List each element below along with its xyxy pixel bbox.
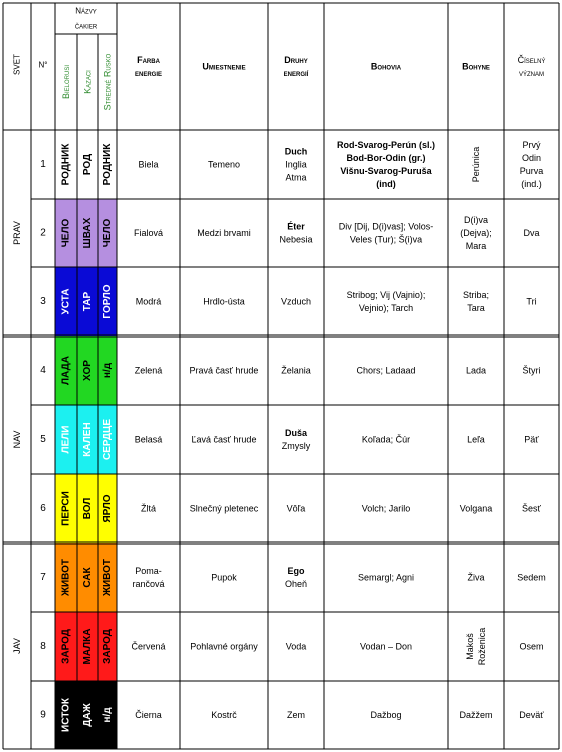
bohovia-cell: Rod-Svarog-Perún (sl.) <box>336 140 436 150</box>
chakra-name: ШВАХ <box>82 217 93 249</box>
chakra-name: УСТА <box>60 288 72 315</box>
farba-cell: Zelená <box>134 365 163 376</box>
header-ciselny: Číselný <box>517 55 546 65</box>
umiestnenie-cell: Hrdlo-ústa <box>203 296 245 307</box>
vyznam-cell: Purva <box>519 166 544 176</box>
world-label: PRAV <box>12 221 22 245</box>
row-number: 8 <box>40 641 46 652</box>
row-number: 9 <box>40 709 46 721</box>
chakra-name: ЯРЛО <box>102 494 113 523</box>
vyznam-cell: Tri <box>526 296 537 307</box>
druhy-cell: Zmysly <box>281 441 311 451</box>
bohyne-cell: Mara <box>465 241 487 251</box>
header-number: N° <box>38 60 48 70</box>
farba-cell: Žltá <box>140 503 157 514</box>
chakra-name: ЖИВОТ <box>102 558 113 597</box>
chakra-name: РОД <box>82 153 93 176</box>
vyznam-cell: Prvý <box>522 140 541 150</box>
chakra-name: ЧЕЛО <box>60 218 72 248</box>
farba-cell: rančová <box>132 579 165 589</box>
chakra-name: МАЛКА <box>82 628 93 665</box>
vyznam-cell: Šesť <box>522 503 541 514</box>
bohovia-cell: Chors; Ladaad <box>356 365 416 376</box>
chakra-name: ЗАРОД <box>60 629 72 664</box>
farba-cell: Čierna <box>135 710 162 720</box>
header-ciselny: význam <box>518 68 545 78</box>
row-number: 4 <box>40 365 46 376</box>
umiestnenie-cell: Pupok <box>211 572 237 583</box>
world-label: NAV <box>12 430 22 449</box>
vyznam-cell: Deväť <box>519 710 544 720</box>
chakra-name: ПЕРСИ <box>60 491 72 526</box>
umiestnenie-cell: Kostrč <box>211 710 237 720</box>
umiestnenie-cell: Ľavá časť hrude <box>191 434 257 445</box>
row-number: 7 <box>40 572 46 583</box>
vyznam-cell: Dva <box>523 228 540 238</box>
vyznam-cell: Sedem <box>517 572 546 583</box>
umiestnenie-cell: Pohlavné orgány <box>190 641 258 652</box>
bohovia-cell: Stribog; Vij (Vajnio); <box>346 290 426 300</box>
bohyne-cell: Striba; <box>462 290 490 300</box>
header-druhy: energií <box>283 68 309 78</box>
header-nazvy: Názvy <box>75 6 97 16</box>
bohyne-cell: Tara <box>467 303 485 313</box>
druhy-cell: Vzduch <box>280 296 312 307</box>
header-druhy: Druhy <box>284 55 308 65</box>
bohyne-cell: Leľa <box>467 434 485 445</box>
chakra-name: н/д <box>102 707 113 723</box>
header-bielorusi: Bielorusi <box>61 64 71 100</box>
chakra-name: РОДНИК <box>102 143 113 186</box>
vyznam-cell: Osem <box>519 641 544 652</box>
row-number: 6 <box>40 503 46 514</box>
chakra-name: ЖИВОТ <box>60 558 72 597</box>
druhy-cell: Inglia <box>285 159 307 170</box>
vyznam-cell: (ind.) <box>521 179 542 189</box>
header-farba: Farba <box>137 55 160 65</box>
bohyne-cell: Dažžem <box>459 710 493 720</box>
bohyne-cell: Makoš <box>465 633 475 660</box>
farba-cell: Poma- <box>135 566 162 576</box>
header-stredne-rusko: Stredné Rusko <box>102 53 113 111</box>
bohovia-cell: Koľada; Čúr <box>361 434 411 445</box>
druhy-cell: Éter <box>287 221 305 232</box>
umiestnenie-cell: Slnečný pletenec <box>189 503 259 514</box>
bohovia-cell: Bod-Bor-Odin (gr.) <box>346 153 426 163</box>
druhy-cell: Ego <box>287 566 305 576</box>
umiestnenie-cell: Medzi brvami <box>197 228 251 238</box>
druhy-cell: Oheň <box>284 579 308 589</box>
chakra-name: н/д <box>102 362 113 379</box>
umiestnenie-cell: Temeno <box>207 159 241 170</box>
bohyne-cell: Perúnica <box>471 146 481 183</box>
chakra-name: СЕРДЦЕ <box>102 418 113 461</box>
bohovia-cell: Volch; Jarilo <box>361 503 411 514</box>
chakra-name: САК <box>82 567 93 588</box>
chakra-name: ГОРЛО <box>102 284 113 319</box>
chakra-name: ИСТОК <box>60 698 72 732</box>
bohovia-cell: Višnu-Svarog-Puruša <box>340 166 432 176</box>
row-number: 3 <box>40 296 46 307</box>
chakra-name: ЛАДА <box>60 356 72 385</box>
bohyne-cell: Roženica <box>477 627 487 666</box>
world-label: JAV <box>12 638 22 654</box>
header-kazaci: Kazaci <box>82 70 93 94</box>
druhy-cell: Vôľa <box>286 503 306 514</box>
farba-cell: Biela <box>138 159 159 170</box>
header-bohyne: Bohyne <box>462 61 490 72</box>
farba-cell: Červená <box>131 641 166 652</box>
druhy-cell: Duch <box>284 146 308 157</box>
bohovia-cell: (ind) <box>376 179 396 189</box>
farba-cell: Fialová <box>133 228 164 238</box>
chakra-name: ЧЕЛО <box>102 218 113 248</box>
bohovia-cell: Veles (Tur); Š(i)va <box>349 234 423 245</box>
druhy-cell: Nebesia <box>279 234 313 245</box>
chakra-name: РОДНИК <box>60 143 72 186</box>
chakra-name: ТАР <box>82 291 93 312</box>
druhy-cell: Duša <box>284 428 308 438</box>
bohovia-cell: Div [Dij, D(i)vas]; Volos- <box>338 221 434 232</box>
row-number: 2 <box>40 227 46 239</box>
row-number: 5 <box>40 434 46 445</box>
header-nazvy: čakier <box>74 21 98 31</box>
farba-cell: Belasá <box>134 434 163 445</box>
header-svet: SVET <box>12 54 22 75</box>
druhy-cell: Želania <box>281 365 311 376</box>
bohyne-cell: D(i)va <box>464 215 488 225</box>
header-bohovia: Bohovia <box>370 61 402 72</box>
bohovia-cell: Vejnio); Tarch <box>358 303 414 313</box>
chakra-name: ВОЛ <box>82 497 93 520</box>
chakra-name: КАЛЕН <box>82 422 93 457</box>
bohovia-cell: Semargl; Agni <box>357 572 415 583</box>
bohyne-cell: Volgana <box>459 503 493 514</box>
vyznam-cell: Štyri <box>522 365 541 376</box>
chakra-name: ЗАРОД <box>102 629 113 664</box>
chakra-name: ЛЕЛИ <box>60 425 72 454</box>
bohovia-cell: Vodan – Don <box>359 641 413 652</box>
druhy-cell: Atma <box>285 172 307 183</box>
bohovia-cell: Dažbog <box>370 710 402 720</box>
header-farba: energie <box>134 68 163 78</box>
druhy-cell: Zem <box>287 710 305 720</box>
bohyne-cell: (Dejva); <box>460 228 492 238</box>
bohyne-cell: Lada <box>465 365 487 376</box>
farba-cell: Modrá <box>135 296 162 307</box>
header-umiestnenie: Umiestnenie <box>202 61 246 72</box>
umiestnenie-cell: Pravá časť hrude <box>189 365 259 376</box>
chakra-name: ХОР <box>82 360 93 381</box>
chakra-name: ДАЖ <box>82 703 93 727</box>
vyznam-cell: Odin <box>521 153 542 163</box>
druhy-cell: Voda <box>285 641 307 652</box>
bohyne-cell: Živa <box>467 572 485 583</box>
row-number: 1 <box>40 159 46 170</box>
vyznam-cell: Päť <box>524 434 539 445</box>
